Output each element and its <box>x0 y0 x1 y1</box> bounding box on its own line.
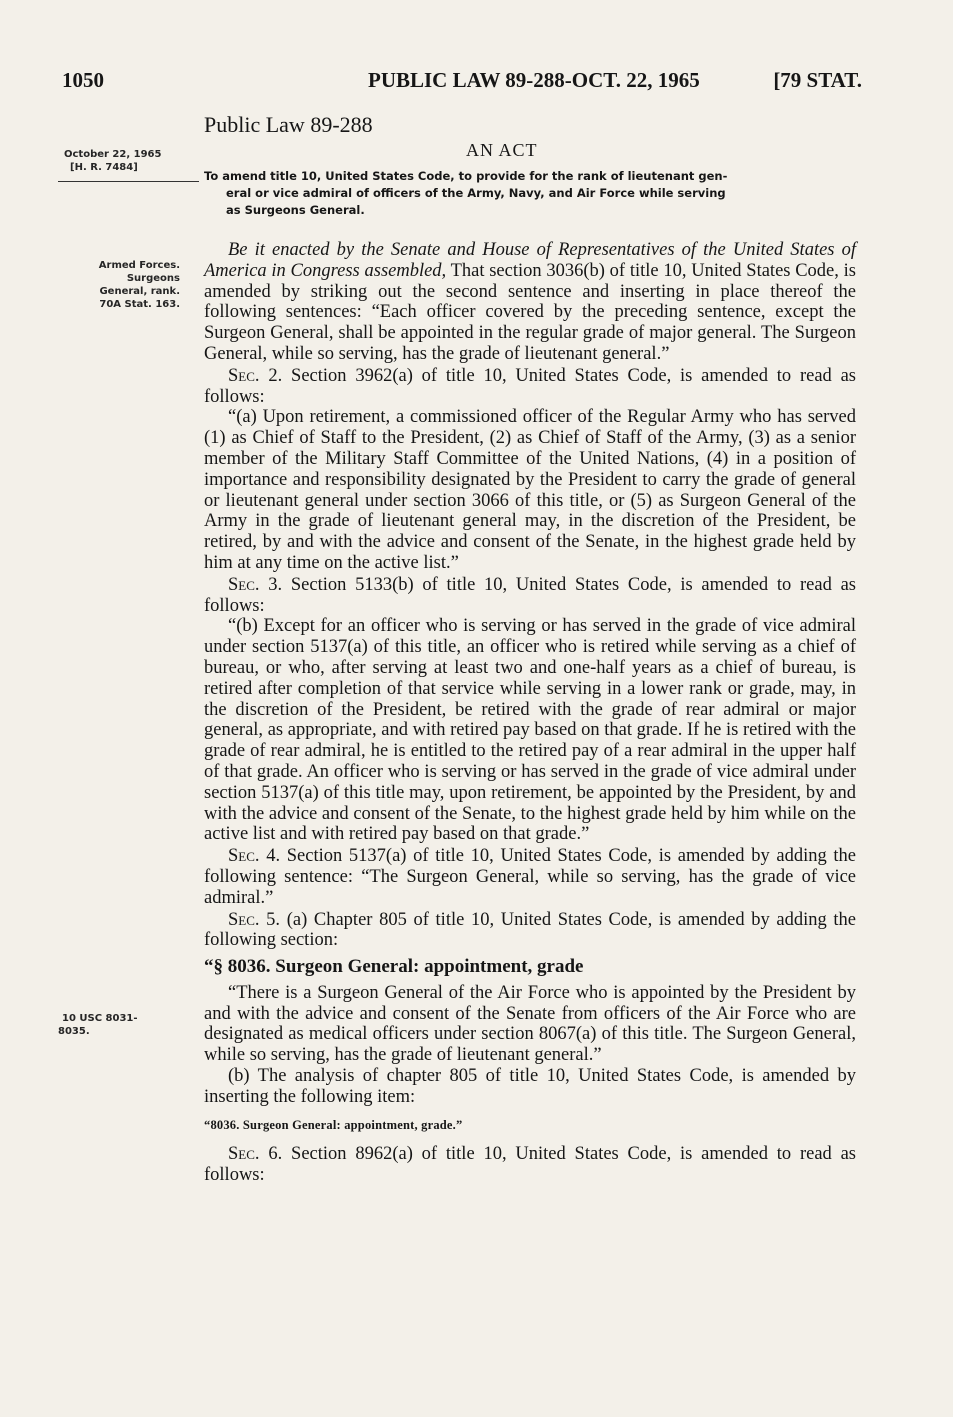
section-1-text: That section 3036(b) of title 10, United States Code, is amended by striking out the second sentence and inserting in place thereof the following sentences: “Each officer covered by the preceding sentence, except the Surgeon General, shall be appointed in the regular grade of major general. The Surgeon General, while so serving, has the grade of lieutenant general.” <box>204 260 856 364</box>
statute-body <box>204 240 856 1186</box>
section-2 <box>204 366 856 408</box>
bill-number: [H. R. 7484] <box>70 162 138 173</box>
section-2-quote: “(a) Upon retirement, a commissioned officer of the Regular Army who has served (1) as Chief of Staff to the President, (2) as Chief of Staff of the Army, (3) as a senior member of the Military Staff Committee of the United Nations, (4) in a position of importance and responsibility designated by the President to carry the grade of general or lieutenant general under section 3066 of this title, or (5) as Surgeon General of the Army in the grade of lieutenant general may, in the discretion of the President, be retired, by and with the advice and consent of the Senate, in the highest grade held by him at any time on the active list.” <box>204 407 856 573</box>
enacting-clause: Be it enacted by the Senate and House of Representatives of the United States of America in Congress assembled, <box>204 240 856 281</box>
section-5 <box>204 910 856 952</box>
section-5-text: (a) Chapter 805 of title 10, United States Code, is amended by adding the following section: <box>204 909 857 951</box>
subject-line: Armed Forces. <box>98 260 180 271</box>
act-label: AN ACT <box>466 140 538 160</box>
usc-line: 8035. <box>58 1026 90 1037</box>
section-1 <box>204 240 856 365</box>
section-4-label: Sec. 4. <box>228 846 281 867</box>
page-number: 1050 <box>62 68 104 92</box>
margin-note-date <box>64 148 184 174</box>
law-citation-header: PUBLIC LAW 89-288-OCT. 22, 1965 <box>368 68 700 92</box>
section-3 <box>204 575 856 617</box>
section-3-quote: “(b) Except for an officer who is serving or has served in the grade of vice admiral under section 5137(a) of this title, an officer who is retired while serving as a chief of bureau, or who, after serving at least two and one-half years as a chief of bureau, is retired after completion of that service while serving in a lower rank or grade, may, in the discretion of the President, be retired with the grade of rear admiral or major general, as appropriate, and with retired pay based on that grade. If he is retired with the grade of rear admiral, he is entitled to the retired pay of a rear admiral in the upper half of that grade. An officer who is serving or has served in the grade of vice admiral under section 5137(a) of this title may, upon retirement, be appointed by the President, by and with the advice and consent of the Senate, to the highest grade held by him while on the active list and with retired pay based on that grade.” <box>204 616 856 845</box>
section-8036-heading: “§ 8036. Surgeon General: appointment, grade <box>204 956 584 978</box>
running-header <box>62 68 862 96</box>
section-3-label: Sec. 3. <box>228 574 283 595</box>
enactment-date: October 22, 1965 <box>64 149 162 160</box>
purpose-line: as Surgeons General. <box>226 203 365 217</box>
section-3-text: Section 5133(b) of title 10, United States Code, is amended to read as follows: <box>204 574 856 616</box>
volume-reference: [79 STAT. <box>773 68 862 92</box>
section-5-label: Sec. 5. <box>228 909 281 930</box>
section-5b-text: (b) The analysis of chapter 805 of title 10, United States Code, is amended by inserting the following item: <box>204 1066 856 1107</box>
act-purpose <box>204 168 859 219</box>
margin-note-subject <box>58 259 180 311</box>
section-6-text: Section 8962(a) of title 10, United States Code, is amended to read as follows: <box>204 1144 857 1186</box>
purpose-line: To amend title 10, United States Code, to provide for the rank of lieutenant gen- <box>204 169 728 183</box>
subject-line: 70A Stat. 163. <box>99 299 180 310</box>
section-2-label: Sec. 2. <box>228 365 283 386</box>
margin-divider <box>58 181 199 182</box>
purpose-line: eral or vice admiral of officers of the Army, Navy, and Air Force while serving <box>226 186 726 200</box>
section-2-text: Section 3962(a) of title 10, United States Code, is amended to read as follows: <box>204 365 857 407</box>
usc-line: 10 USC 8031- <box>62 1013 138 1024</box>
section-4 <box>204 846 856 908</box>
margin-note-usc <box>58 1012 180 1038</box>
subject-line: General, rank. <box>99 286 180 297</box>
section-8036-text: “There is a Surgeon General of the Air Force who is appointed by the President by and with the advice and consent of the Senate from officers of the Air Force who are designated as medical officers under section 8067(a) of this title. The Surgeon General, while so serving, has the grade of lieutenant general.” <box>204 982 856 1066</box>
analysis-item: “8036. Surgeon General: appointment, grade.” <box>204 1117 463 1132</box>
section-4-text: Section 5137(a) of title 10, United States Code, is amended by adding the following sentence: “The Surgeon General, while so serving, has the grade of vice admiral.” <box>204 846 856 908</box>
subject-line: Surgeons <box>126 273 180 284</box>
section-6 <box>204 1144 856 1186</box>
law-title: Public Law 89-288 <box>204 112 373 137</box>
section-6-label: Sec. 6. <box>228 1144 283 1165</box>
